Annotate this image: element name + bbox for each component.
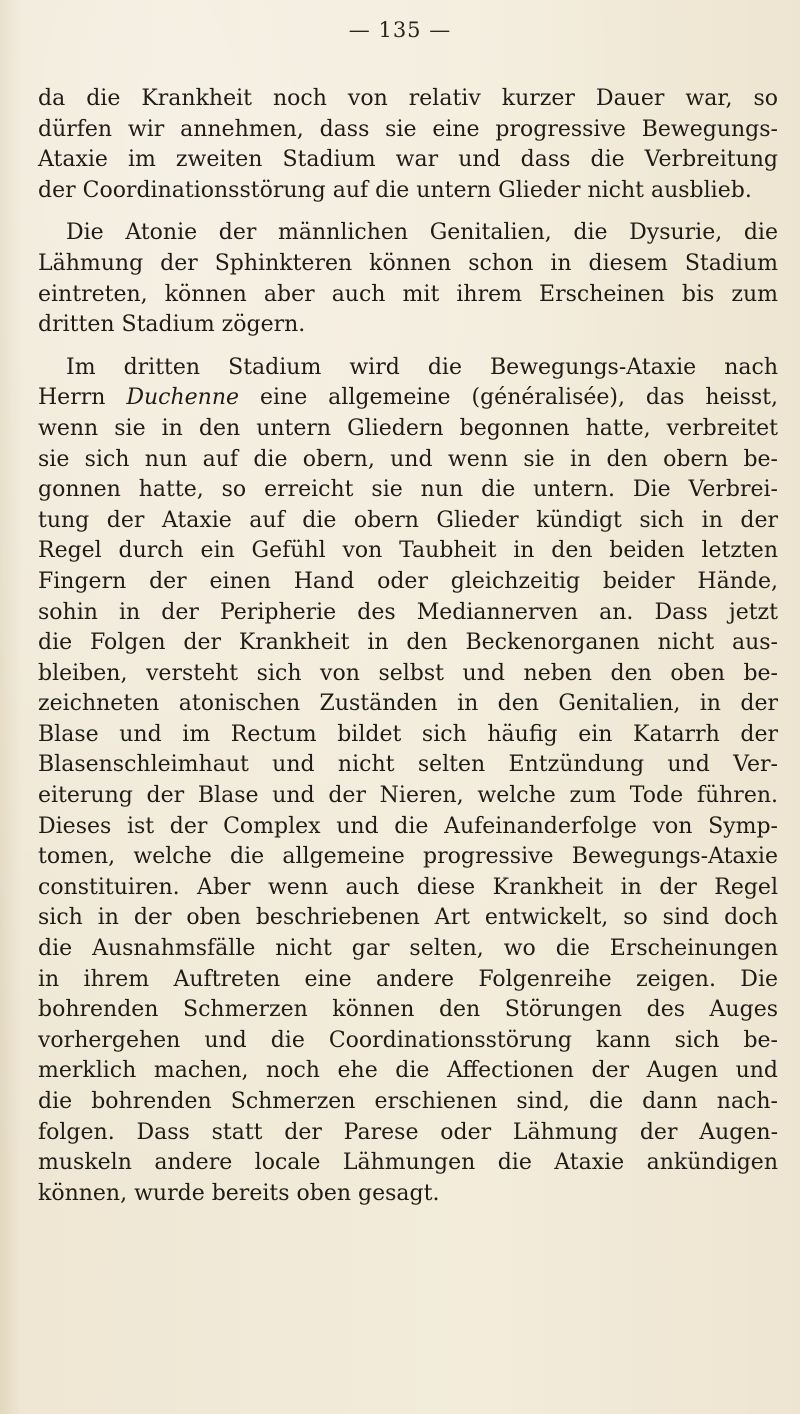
text-line: Regel durch ein Gefühl von Taubheit in den beiden letzten — [38, 538, 778, 564]
text-line: merklich machen, noch ehe die Affectionen der Augen und — [38, 1058, 778, 1084]
text-line: Die Atonie der männlichen Genitalien, die Dysurie, die — [66, 220, 778, 246]
text-line: Dieses ist der Complex und die Aufeinanderfolge von Symp- — [38, 813, 778, 839]
text-line: die bohrenden Schmerzen erschienen sind, die dann nach- — [38, 1089, 778, 1114]
text-line: vorhergehen und die Coordinationsstörung kann sich be- — [38, 1027, 778, 1053]
paragraph-3 — [38, 353, 778, 1210]
text-line: zeichneten atonischen Zuständen in den Genitalien, in der — [38, 691, 778, 717]
text-line: eiterung der Blase und der Nieren, welche zum Tode führen. — [38, 783, 778, 809]
text-line: constituiren. Aber wenn auch diese Krankheit in der Regel — [38, 874, 778, 900]
text-line: eintreten, können aber auch mit ihrem Erscheinen bis zum — [38, 281, 778, 307]
text-line: dürfen wir annehmen, dass sie eine progressive Bewegungs- — [38, 116, 778, 142]
text-line: sie sich nun auf die obern, und wenn sie in den obern be- — [38, 446, 778, 472]
text-line: Blasenschleimhaut und nicht selten Entzündung und Ver- — [38, 752, 778, 778]
text-line: in ihrem Auftreten eine andere Folgenreihe zeigen. Die — [38, 966, 778, 992]
text-line: die Ausnahmsfälle nicht gar selten, wo die Erscheinungen — [38, 936, 778, 962]
text-line: Blase und im Rectum bildet sich häufig ein Katarrh der — [38, 721, 778, 747]
text-line: bohrenden Schmerzen können den Störungen des Auges — [38, 997, 778, 1023]
body-text — [38, 84, 778, 1209]
text-line: Lähmung der Sphinkteren können schon in diesem Stadium — [38, 250, 778, 276]
text-line: muskeln andere locale Lähmungen die Ataxie ankündigen — [38, 1150, 778, 1176]
text-line-with-name — [38, 383, 778, 414]
text-line: tung der Ataxie auf die obern Glieder kündigt sich in der — [38, 507, 778, 533]
text-line: sich in der oben beschriebenen Art entwickelt, so sind doch — [38, 905, 778, 931]
text-line: Im dritten Stadium wird die Bewegungs-Ataxie nach — [66, 354, 778, 380]
paragraph-1 — [38, 84, 778, 206]
text-line: Ataxie im zweiten Stadium war und dass die Verbreitung — [38, 147, 778, 173]
text-line: bleiben, versteht sich von selbst und neben den oben be- — [38, 660, 778, 686]
text-fragment: Herrn — [38, 385, 127, 411]
text-line: gonnen hatte, so erreicht sie nun die untern. Die Verbrei- — [38, 477, 778, 503]
text-line: wenn sie in den untern Gliedern begonnen hatte, verbreitet — [38, 415, 778, 441]
text-line: dritten Stadium zögern. — [38, 312, 306, 338]
text-line: tomen, welche die allgemeine progressive Bewegungs-Ataxie — [38, 844, 778, 870]
text-fragment: eine allgemeine (généralisée), das heisst, — [239, 385, 779, 411]
author-name: Duchenne — [126, 385, 240, 411]
text-line: folgen. Dass statt der Parese oder Lähmung der Augen- — [38, 1119, 778, 1145]
text-line: können, wurde bereits oben gesagt. — [38, 1180, 440, 1206]
text-line: da die Krankheit noch von relativ kurzer Dauer war, so — [38, 86, 778, 111]
text-line: sohin in der Peripherie des Mediannerven an. Dass jetzt — [38, 599, 778, 625]
text-line: Fingern der einen Hand oder gleichzeitig beider Hände, — [38, 568, 778, 594]
paragraph-2 — [38, 218, 778, 340]
page-number: — 135 — — [348, 18, 452, 42]
text-line: der Coordinationsstörung auf die untern Glieder nicht ausblieb. — [38, 177, 752, 203]
text-line: die Folgen der Krankheit in den Beckenorganen nicht aus- — [38, 630, 778, 656]
